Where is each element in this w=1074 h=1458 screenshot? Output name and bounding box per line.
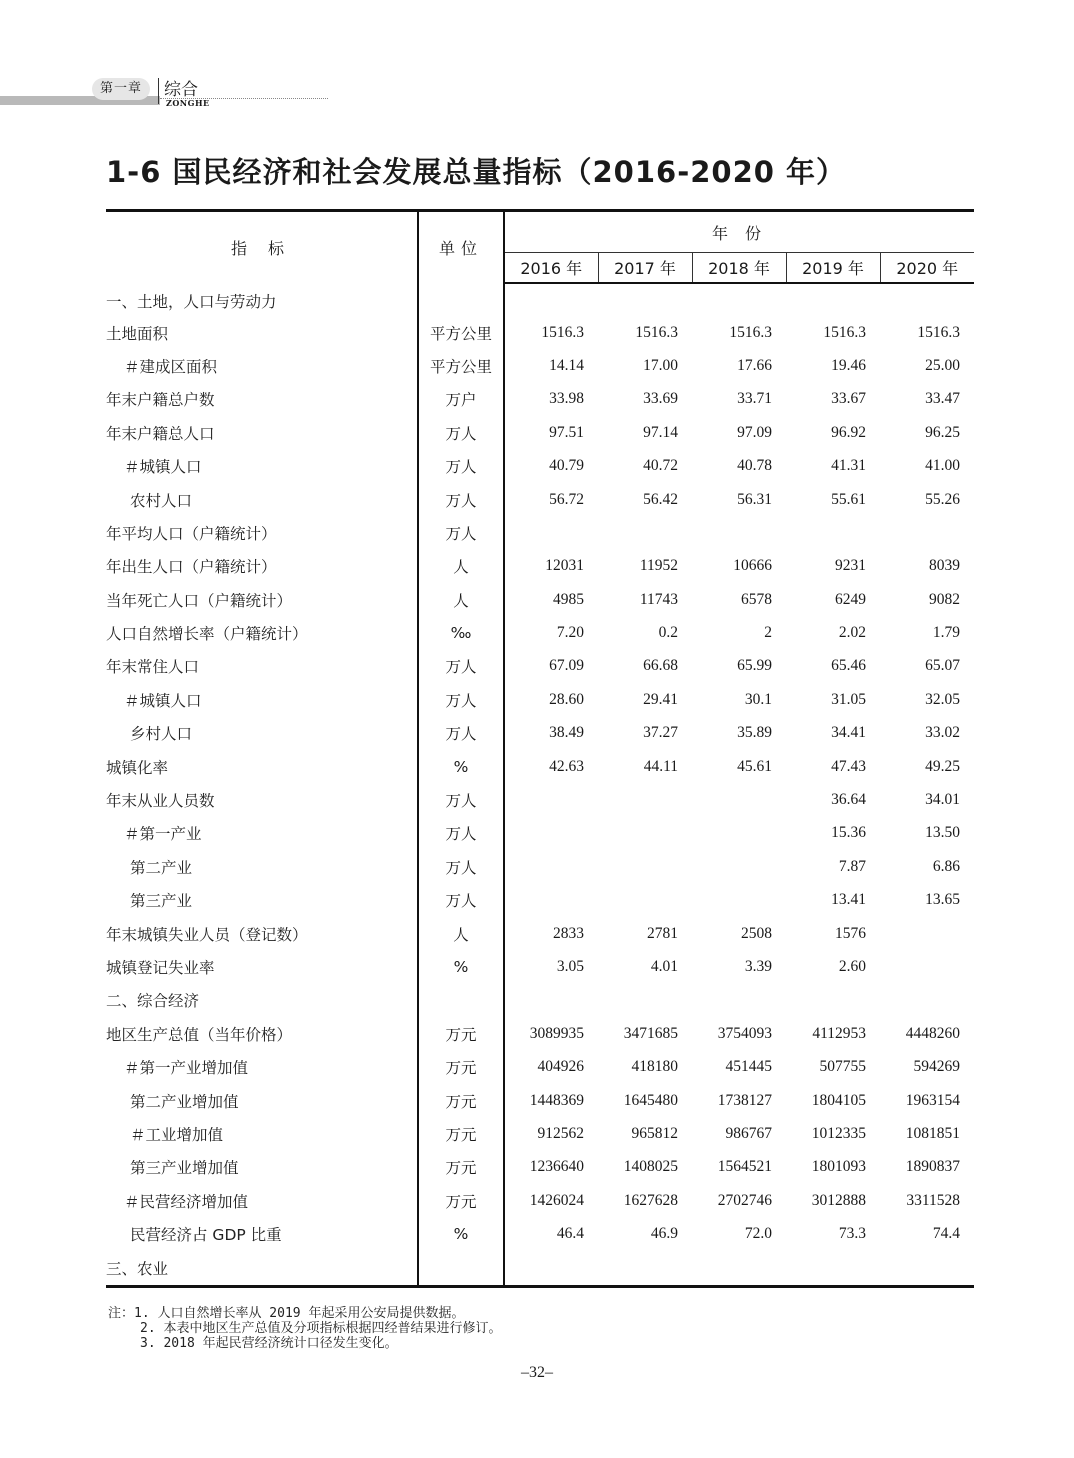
value-cell (598, 884, 692, 917)
value-cell: 1.79 (932, 624, 960, 642)
value-cell: 56.31 (737, 490, 772, 508)
indicator-label: 年出生人口（户籍统计） (106, 550, 418, 583)
unit-cell: 万元 (418, 1151, 504, 1184)
header-year: 2018 年 (692, 253, 786, 283)
table-row (106, 449, 974, 482)
value-cell (880, 984, 974, 1017)
unit-cell: 万人 (418, 449, 504, 482)
value-cell: 55.61 (831, 490, 866, 508)
value-cell: 29.41 (643, 690, 678, 708)
value-cell: 2508 (741, 924, 772, 942)
value-cell (692, 884, 786, 917)
value-cell: 4448260 (905, 1024, 960, 1042)
value-cell: 9231 (835, 557, 866, 575)
indicator-table (106, 209, 974, 1288)
indicator-label: 第三产业增加值 (106, 1151, 418, 1184)
value-cell: 17.66 (737, 356, 772, 374)
value-cell: 32.05 (925, 690, 960, 708)
value-cell: 56.42 (643, 490, 678, 508)
table-row (106, 383, 974, 416)
value-cell: 986767 (725, 1124, 772, 1142)
unit-cell: 万人 (418, 516, 504, 549)
indicator-label: ＃建成区面积 (106, 349, 418, 382)
table-row (106, 550, 974, 583)
value-cell: 33.47 (925, 390, 960, 408)
section-title-cn: 综合 (164, 80, 198, 100)
value-cell: 44.11 (643, 757, 678, 775)
value-cell: 4112953 (812, 1024, 866, 1042)
indicator-label: 年平均人口（户籍统计） (106, 516, 418, 549)
value-cell: 1448369 (529, 1091, 584, 1109)
value-cell: 8039 (929, 557, 960, 575)
value-cell (504, 283, 598, 316)
table-row (106, 1117, 974, 1150)
unit-cell: 万元 (418, 1017, 504, 1050)
chapter-label: 第一章 (92, 78, 150, 100)
value-cell (692, 1251, 786, 1287)
value-cell: 65.46 (831, 657, 866, 675)
value-cell (598, 783, 692, 816)
value-cell: 12031 (545, 557, 584, 575)
value-cell (504, 850, 598, 883)
header-year: 2020 年 (880, 253, 974, 283)
value-cell: 97.14 (643, 423, 678, 441)
indicator-label: 第三产业 (106, 884, 418, 917)
value-cell (880, 516, 974, 549)
value-cell: 1516.3 (917, 323, 960, 341)
running-header (0, 72, 330, 112)
value-cell: 1645480 (623, 1091, 678, 1109)
value-cell (692, 516, 786, 549)
value-cell: 6.86 (932, 857, 960, 875)
unit-cell: 万人 (418, 416, 504, 449)
value-cell (598, 984, 692, 1017)
table-row (106, 516, 974, 549)
value-cell: 25.00 (925, 356, 960, 374)
header-divider (158, 78, 159, 104)
table-row (106, 950, 974, 983)
indicator-label: 第二产业 (106, 850, 418, 883)
value-cell (598, 516, 692, 549)
value-cell: 3012888 (811, 1191, 866, 1209)
value-cell (786, 984, 880, 1017)
unit-cell: 万人 (418, 884, 504, 917)
value-cell (786, 1251, 880, 1287)
value-cell: 47.43 (831, 757, 866, 775)
indicator-label: ＃第一产业 (106, 817, 418, 850)
header-year: 2016 年 (504, 253, 598, 283)
value-cell: 1081851 (905, 1124, 960, 1142)
value-cell: 74.4 (932, 1225, 960, 1243)
table-row (106, 616, 974, 649)
indicator-label: 年末从业人员数 (106, 783, 418, 816)
value-cell: 1516.3 (823, 323, 866, 341)
table-row (106, 683, 974, 716)
unit-cell: 万元 (418, 1117, 504, 1150)
value-cell: 1426024 (529, 1191, 584, 1209)
table-notes (108, 1306, 501, 1351)
indicator-label: 二、综合经济 (106, 984, 418, 1017)
value-cell (880, 917, 974, 950)
value-cell: 0.2 (658, 624, 678, 642)
value-cell: 2.02 (838, 624, 866, 642)
value-cell: 11743 (639, 590, 678, 608)
unit-cell: 万人 (418, 717, 504, 750)
table-row (106, 416, 974, 449)
unit-cell (418, 1251, 504, 1287)
value-cell (692, 283, 786, 316)
value-cell: 30.1 (744, 690, 772, 708)
value-cell: 3.05 (556, 958, 584, 975)
value-cell (692, 850, 786, 883)
table-row (106, 1050, 974, 1083)
table-row (106, 483, 974, 516)
value-cell: 40.72 (643, 457, 678, 475)
value-cell: 33.71 (737, 390, 772, 408)
value-cell: 2.60 (838, 958, 866, 975)
value-cell: 507755 (819, 1058, 866, 1076)
value-cell: 13.50 (925, 824, 960, 842)
unit-cell (418, 984, 504, 1017)
unit-cell: % (418, 1217, 504, 1250)
value-cell: 34.01 (925, 791, 960, 809)
table-row (106, 717, 974, 750)
value-cell: 56.72 (549, 490, 584, 508)
value-cell (880, 1251, 974, 1287)
table-row (106, 783, 974, 816)
value-cell: 3754093 (717, 1024, 772, 1042)
value-cell: 13.41 (831, 891, 866, 909)
unit-cell: 万元 (418, 1084, 504, 1117)
table-row (106, 884, 974, 917)
value-cell: 6578 (741, 590, 772, 608)
page-number: –32– (521, 1364, 553, 1381)
value-cell: 41.31 (831, 457, 866, 475)
table-row (106, 917, 974, 950)
value-cell (504, 984, 598, 1017)
table-row (106, 650, 974, 683)
value-cell: 46.4 (556, 1225, 584, 1243)
indicator-label: 年末城镇失业人员（登记数） (106, 917, 418, 950)
unit-cell: 人 (418, 917, 504, 950)
table-row (106, 1017, 974, 1050)
unit-cell: 万元 (418, 1184, 504, 1217)
value-cell (692, 984, 786, 1017)
indicator-label: 人口自然增长率（户籍统计） (106, 616, 418, 649)
value-cell: 11952 (639, 557, 678, 575)
value-cell (880, 950, 974, 983)
value-cell (504, 884, 598, 917)
table-row (106, 349, 974, 382)
note-1: 注：1. 人口自然增长率从 2019 年起采用公安局提供数据。 (108, 1306, 465, 1321)
value-cell: 1627628 (623, 1191, 678, 1209)
indicator-label: 城镇登记失业率 (106, 950, 418, 983)
unit-cell: 人 (418, 550, 504, 583)
value-cell: 6249 (835, 590, 866, 608)
table-row (106, 984, 974, 1017)
value-cell: 3089935 (529, 1024, 584, 1042)
value-cell: 1516.3 (541, 323, 584, 341)
value-cell: 1516.3 (729, 323, 772, 341)
value-cell (786, 283, 880, 316)
value-cell: 40.78 (737, 457, 772, 475)
value-cell: 34.41 (831, 724, 866, 742)
value-cell: 65.99 (737, 657, 772, 675)
value-cell: 66.68 (643, 657, 678, 675)
table-row (106, 316, 974, 349)
value-cell: 4985 (553, 590, 584, 608)
value-cell: 67.09 (549, 657, 584, 675)
value-cell: 33.98 (549, 390, 584, 408)
value-cell: 42.63 (549, 757, 584, 775)
value-cell: 97.51 (549, 423, 584, 441)
table-row (106, 817, 974, 850)
value-cell: 7.20 (556, 624, 584, 642)
header-indicator: 指 标 (106, 211, 418, 283)
value-cell (504, 516, 598, 549)
value-cell (598, 817, 692, 850)
header-unit: 单位 (418, 211, 504, 283)
value-cell: 1890837 (905, 1158, 960, 1176)
value-cell (598, 283, 692, 316)
value-cell: 45.61 (737, 757, 772, 775)
unit-cell: % (418, 950, 504, 983)
section-title-en: ZONGHE (166, 98, 210, 108)
value-cell: 65.07 (925, 657, 960, 675)
value-cell: 2833 (553, 924, 584, 942)
indicator-label: ＃城镇人口 (106, 683, 418, 716)
value-cell: 33.67 (831, 390, 866, 408)
value-cell: 33.02 (925, 724, 960, 742)
value-cell: 72.0 (744, 1225, 772, 1243)
value-cell: 1738127 (717, 1091, 772, 1109)
indicator-label: 年末常住人口 (106, 650, 418, 683)
value-cell: 33.69 (643, 390, 678, 408)
unit-cell: ‰ (418, 616, 504, 649)
value-cell: 3311528 (906, 1191, 960, 1209)
value-cell: 1236640 (529, 1158, 584, 1176)
header-year-group: 年 份 (504, 211, 974, 253)
table-row (106, 1084, 974, 1117)
value-cell (504, 783, 598, 816)
value-cell: 17.00 (643, 356, 678, 374)
value-cell: 1963154 (905, 1091, 960, 1109)
unit-cell: 平方公里 (418, 349, 504, 382)
unit-cell: 平方公里 (418, 316, 504, 349)
indicator-label: 土地面积 (106, 316, 418, 349)
value-cell: 2702746 (717, 1191, 772, 1209)
value-cell (692, 783, 786, 816)
indicator-label: ＃城镇人口 (106, 449, 418, 482)
unit-cell: 万人 (418, 850, 504, 883)
value-cell: 3.39 (744, 958, 772, 975)
value-cell: 96.25 (925, 423, 960, 441)
unit-cell: 人 (418, 583, 504, 616)
value-cell: 97.09 (737, 423, 772, 441)
indicator-label: 年末户籍总户数 (106, 383, 418, 416)
value-cell: 1576 (835, 924, 866, 942)
value-cell: 1804105 (811, 1091, 866, 1109)
unit-cell: 万元 (418, 1050, 504, 1083)
page-title: 1-6 国民经济和社会发展总量指标（2016-2020 年） (106, 155, 847, 189)
value-cell: 1012335 (811, 1124, 866, 1142)
header-year: 2017 年 (598, 253, 692, 283)
value-cell: 49.25 (925, 757, 960, 775)
value-cell: 2 (764, 624, 772, 642)
value-cell: 912562 (537, 1124, 584, 1142)
indicator-label: 民营经济占 GDP 比重 (106, 1217, 418, 1250)
value-cell: 31.05 (831, 690, 866, 708)
indicator-label: ＃第一产业增加值 (106, 1050, 418, 1083)
value-cell: 19.46 (831, 356, 866, 374)
indicator-label: 城镇化率 (106, 750, 418, 783)
value-cell: 594269 (913, 1058, 960, 1076)
value-cell: 36.64 (831, 791, 866, 809)
indicator-label: 年末户籍总人口 (106, 416, 418, 449)
value-cell: 9082 (929, 590, 960, 608)
value-cell (692, 817, 786, 850)
unit-cell: % (418, 750, 504, 783)
table-row (106, 1184, 974, 1217)
indicator-label: ＃工业增加值 (106, 1117, 418, 1150)
header-year: 2019 年 (786, 253, 880, 283)
value-cell: 1564521 (717, 1158, 772, 1176)
indicator-label: 乡村人口 (106, 717, 418, 750)
value-cell (504, 1251, 598, 1287)
value-cell: 35.89 (737, 724, 772, 742)
table-row (106, 283, 974, 316)
value-cell: 55.26 (925, 490, 960, 508)
indicator-label: 农村人口 (106, 483, 418, 516)
value-cell (504, 817, 598, 850)
table-row (106, 750, 974, 783)
value-cell: 3471685 (623, 1024, 678, 1042)
table-row (106, 850, 974, 883)
table-row (106, 1251, 974, 1287)
value-cell: 41.00 (925, 457, 960, 475)
value-cell: 965812 (631, 1124, 678, 1142)
value-cell (598, 850, 692, 883)
indicator-label: 三、农业 (106, 1251, 418, 1287)
unit-cell: 万人 (418, 817, 504, 850)
value-cell: 46.9 (650, 1225, 678, 1243)
value-cell (786, 516, 880, 549)
value-cell: 10666 (733, 557, 772, 575)
value-cell: 96.92 (831, 423, 866, 441)
table-row (106, 1217, 974, 1250)
value-cell: 28.60 (549, 690, 584, 708)
unit-cell: 万人 (418, 783, 504, 816)
value-cell: 15.36 (831, 824, 866, 842)
value-cell: 13.65 (925, 891, 960, 909)
indicator-label: 一、土地，人口与劳动力 (106, 283, 418, 316)
indicator-label: 地区生产总值（当年价格） (106, 1017, 418, 1050)
unit-cell: 万人 (418, 483, 504, 516)
value-cell: 2781 (647, 924, 678, 942)
value-cell: 451445 (725, 1058, 772, 1076)
value-cell: 1516.3 (635, 323, 678, 341)
value-cell: 73.3 (838, 1225, 866, 1243)
indicator-label: 当年死亡人口（户籍统计） (106, 583, 418, 616)
value-cell: 38.49 (549, 724, 584, 742)
indicator-label: 第二产业增加值 (106, 1084, 418, 1117)
value-cell: 418180 (631, 1058, 678, 1076)
table-row (106, 583, 974, 616)
value-cell: 7.87 (838, 857, 866, 875)
note-2: 2. 本表中地区生产总值及分项指标根据四经普结果进行修订。 (140, 1321, 502, 1336)
value-cell: 4.01 (650, 958, 678, 975)
value-cell: 1801093 (811, 1158, 866, 1176)
value-cell: 14.14 (549, 356, 584, 374)
value-cell: 40.79 (549, 457, 584, 475)
value-cell (598, 1251, 692, 1287)
unit-cell: 万人 (418, 650, 504, 683)
unit-cell (418, 283, 504, 316)
unit-cell: 万人 (418, 683, 504, 716)
unit-cell: 万户 (418, 383, 504, 416)
table-row (106, 1151, 974, 1184)
value-cell: 1408025 (623, 1158, 678, 1176)
value-cell: 404926 (537, 1058, 584, 1076)
value-cell (880, 283, 974, 316)
note-3: 3. 2018 年起民营经济统计口径发生变化。 (140, 1336, 398, 1351)
value-cell: 37.27 (643, 724, 678, 742)
indicator-label: ＃民营经济增加值 (106, 1184, 418, 1217)
